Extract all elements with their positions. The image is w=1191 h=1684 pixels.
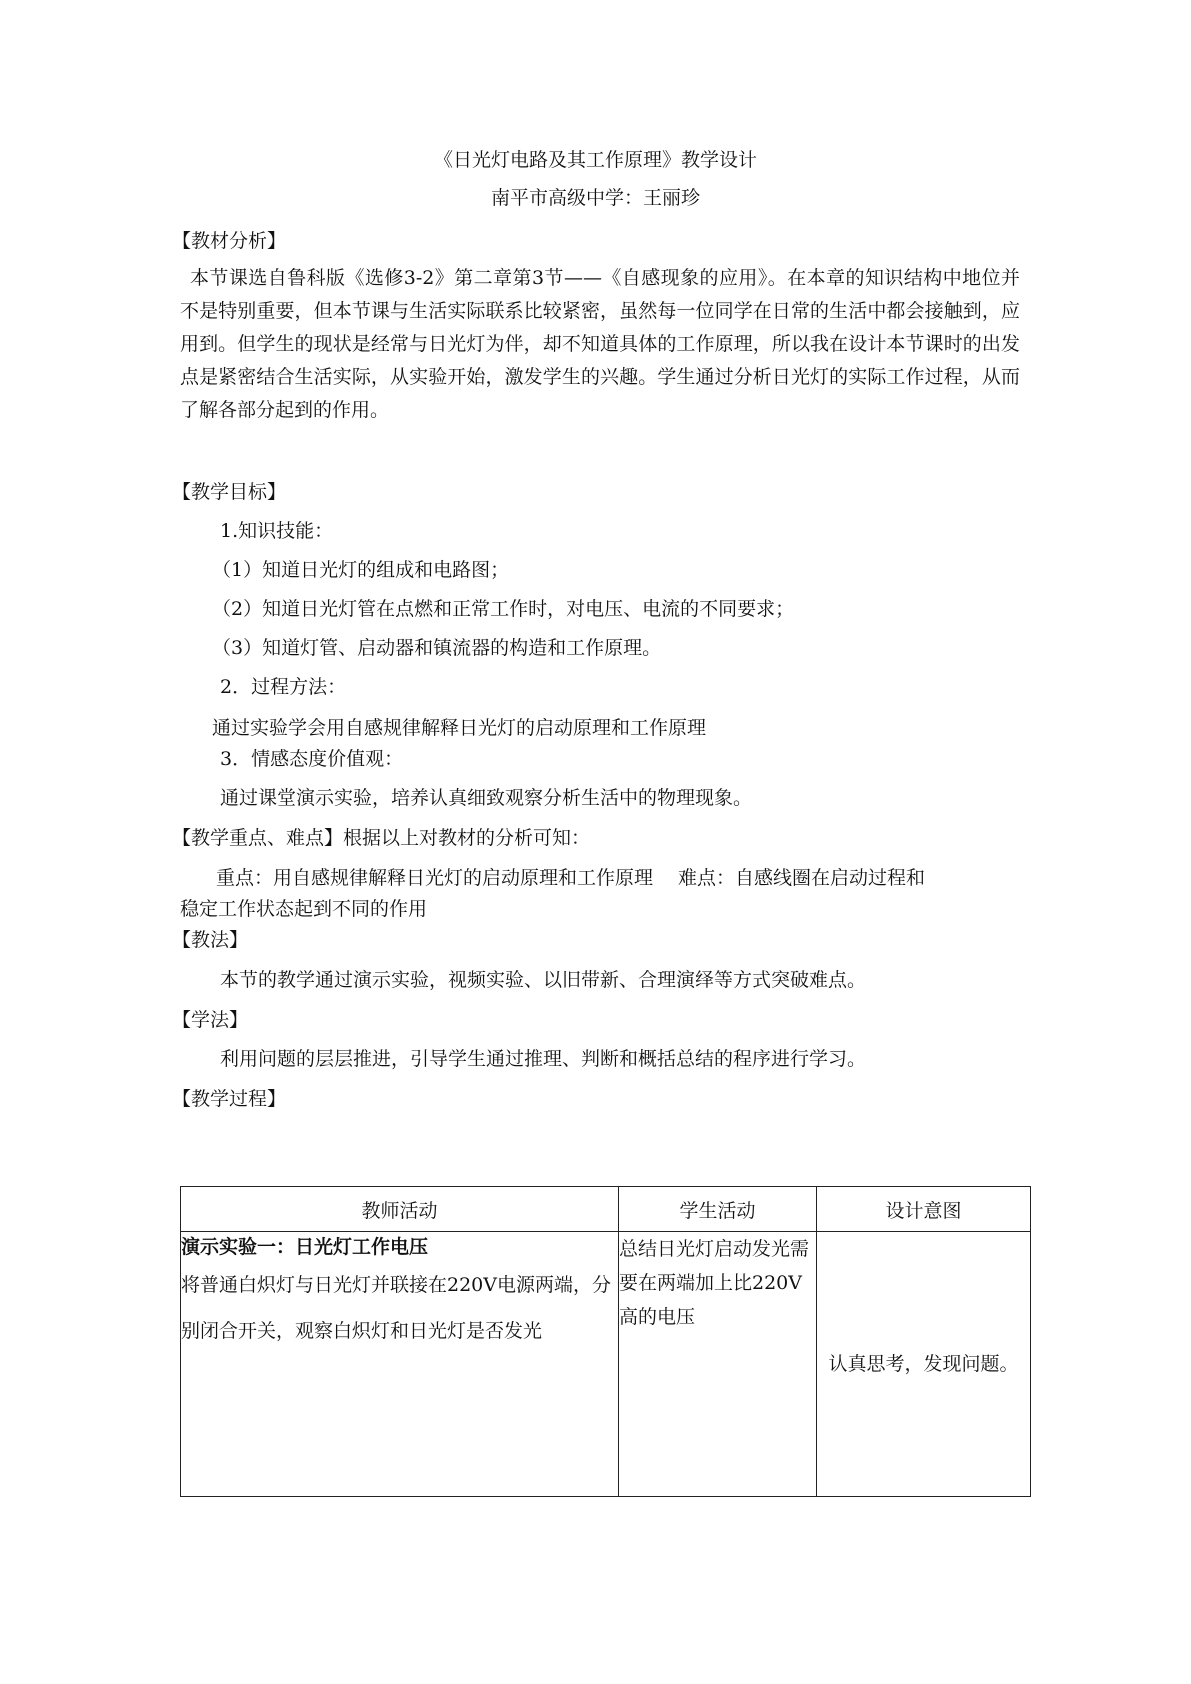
student-activity-cell: 总结日光灯启动发光需要在两端加上比220V高的电压 (619, 1232, 817, 1497)
method-heading: 【教法】 (172, 929, 249, 951)
process-heading: 【教学过程】 (172, 1088, 287, 1110)
goal-knowledge-3: （3）知道灯管、启动器和镇流器的构造和工作原理。 (212, 637, 662, 659)
header-teacher-activity: 教师活动 (181, 1187, 619, 1232)
keypoints-intro: 根据以上对教材的分析可知： (343, 827, 591, 849)
goal-knowledge-title: 1.知识技能： (220, 520, 334, 542)
experiment-title: 演示实验一：日光灯工作电压 (181, 1236, 429, 1258)
learning-text: 利用问题的层层推进，引导学生通过推理、判断和概括总结的程序进行学习。 (220, 1048, 867, 1070)
method-text: 本节的教学通过演示实验，视频实验、以旧带新、合理演绎等方式突破难点。 (220, 969, 867, 991)
keypoints-heading-line (172, 826, 590, 850)
analysis-paragraph: 本节课选自鲁科版《选修3-2》第二章第3节——《自感现象的应用》。在本章的知识结构中地位并不是特别重要，但本节课与生活实际联系比较紧密，虽然每一位同学在日常的生活中都会接触到，应用到。但学生的现状是经常与日光灯为伴，却不知道具体的工作原理，所以我在设计本节课时的出发点是紧密结合生活实际，从实验开始，激发学生的兴趣。学生通过分析日光灯的实际工作过程，从而了解各部分起到的作用。 (180, 267, 1020, 421)
document-author: 南平市高级中学：王丽珍 (490, 187, 700, 209)
goal-knowledge-2: （2）知道日光灯管在点燃和正常工作时，对电压、电流的不同要求； (212, 598, 795, 620)
goal-emotion-text: 通过课堂演示实验，培养认真细致观察分析生活中的物理现象。 (220, 787, 753, 809)
goal-emotion-title: 3．情感态度价值观： (220, 748, 404, 770)
goal-knowledge-1: （1）知道日光灯的组成和电路图； (212, 559, 510, 581)
analysis-heading: 【教材分析】 (172, 230, 287, 252)
keypoints-heading: 【教学重点、难点】 (172, 827, 344, 849)
goal-method-text: 通过实验学会用自感规律解释日光灯的启动原理和工作原理 (212, 717, 707, 739)
goals-heading: 【教学目标】 (172, 481, 287, 503)
experiment-description: 将普通白炽灯与日光灯并联接在220V电源两端，分别闭合开关，观察白炽灯和日光灯是否发光 (181, 1274, 611, 1342)
teacher-activity-cell (181, 1232, 619, 1497)
keypoints-line-1: 重点：用自感规律解释日光灯的启动原理和工作原理 难点：自感线圈在启动过程和 (216, 867, 926, 889)
document-title: 《日光灯电路及其工作原理》教学设计 (433, 149, 757, 171)
table-header-row (181, 1187, 1031, 1232)
learning-heading: 【学法】 (172, 1009, 249, 1031)
header-student-activity: 学生活动 (619, 1187, 817, 1232)
goal-method-title: 2．过程方法： (220, 676, 347, 698)
design-intent-cell: 认真思考，发现问题。 (817, 1232, 1031, 1497)
header-design-intent: 设计意图 (817, 1187, 1031, 1232)
process-table (180, 1186, 1031, 1497)
keypoints-line-2: 稳定工作状态起到不同的作用 (180, 898, 428, 920)
table-row (181, 1232, 1031, 1497)
